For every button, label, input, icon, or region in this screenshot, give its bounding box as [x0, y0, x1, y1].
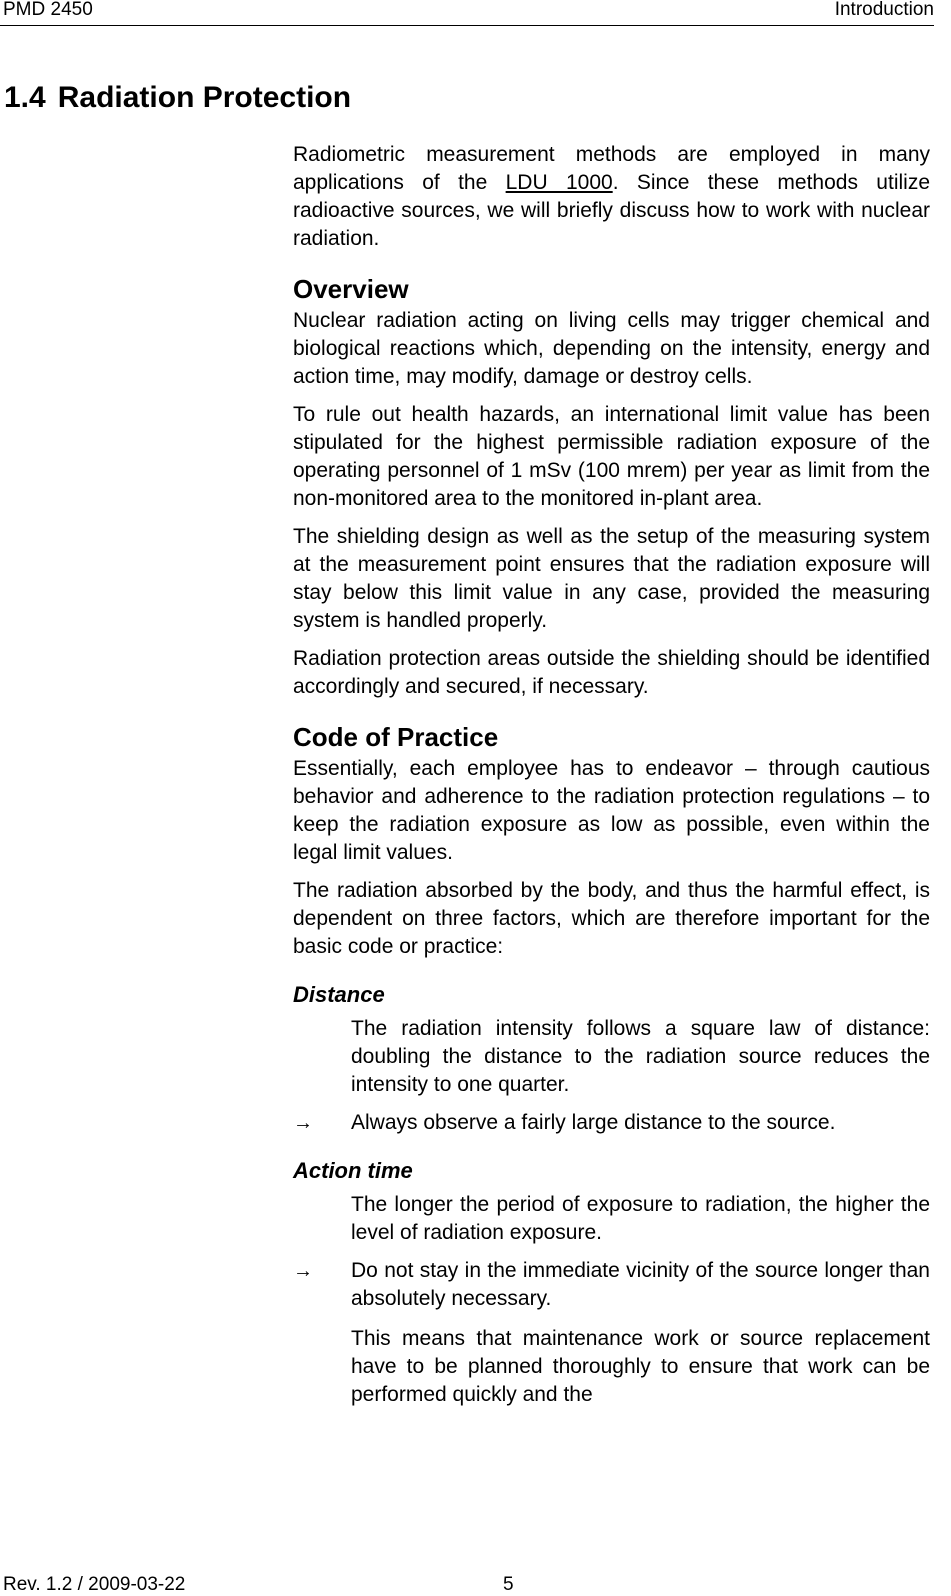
distance-instruction [293, 1109, 930, 1137]
header-chapter: Introduction [834, 0, 934, 20]
code-of-practice-paragraph-2: The radiation absorbed by the body, and thus the harmful effect, is dependent on three factors, which are therefore important for the basic code or practice: [293, 879, 930, 958]
distance-heading: Distance [293, 982, 385, 1007]
action-time-instruction [293, 1257, 930, 1313]
page-header [0, 0, 934, 26]
overview-paragraph-1: Nuclear radiation acting on living cells may trigger chemical and biological reactions which, depending on the intensity, energy and action time, may modify, damage or destroy cells. [293, 309, 930, 388]
code-of-practice-heading: Code of Practice [293, 722, 499, 752]
arrow-right-icon: → [293, 1112, 313, 1134]
overview-paragraph-4: Radiation protection areas outside the shielding should be identified accordingly and secured, if necessary. [293, 647, 930, 698]
ldu-1000-link[interactable]: LDU 1000 [505, 171, 613, 194]
distance-instruction-text: Always observe a fairly large distance to the source. [351, 1111, 836, 1134]
action-time-heading: Action time [293, 1158, 413, 1183]
overview-paragraph-3: The shielding design as well as the setup of the measuring system at the measurement point ensures that the radiation exposure will stay below this limit value in any case, provided the measuring system is handled properly. [293, 525, 930, 632]
page-number: 5 [503, 1574, 514, 1595]
action-time-text-2: This means that maintenance work or source replacement have to be planned thoroughly to ensure that work can be performed quickly and the [351, 1327, 930, 1406]
code-of-practice-paragraph-1: Essentially, each employee has to endeavor – through cautious behavior and adherence to the radiation protection regulations – to keep the radiation exposure as low as possible, even within the legal limit values. [293, 757, 930, 864]
intro-text-start: Radiometric measurement methods are employed in many applications of the [293, 143, 930, 194]
overview-paragraph-2: To rule out health hazards, an international limit value has been stipulated for the highest permissible radiation exposure of the operating personnel of 1 mSv (100 mrem) per year as limit from the non-monitored area to the monitored in-plant area. [293, 403, 930, 510]
overview-heading: Overview [293, 274, 409, 304]
action-time-text: The longer the period of exposure to radiation, the higher the level of radiation exposure. [351, 1193, 930, 1244]
page-footer [0, 1565, 934, 1595]
action-time-instruction-text: Do not stay in the immediate vicinity of the source longer than absolutely necessary. [351, 1259, 930, 1310]
intro-text-end: . Since these methods utilize radioactive sources, we will briefly discuss how to work with nuclear radiation. [293, 171, 930, 250]
intro-paragraph [293, 141, 930, 253]
main-content [293, 141, 930, 1421]
section-heading: Radiation Protection [57, 81, 352, 114]
arrow-right-icon: → [293, 1260, 313, 1282]
section-number: 1.4 [4, 81, 46, 114]
section-title [4, 80, 351, 116]
footer-revision: Rev. 1.2 / 2009-03-22 [3, 1574, 186, 1595]
distance-text: The radiation intensity follows a square law of distance: doubling the distance to the radiation source reduces the intensity to one quarter. [351, 1017, 930, 1096]
header-document-id: PMD 2450 [3, 0, 93, 20]
